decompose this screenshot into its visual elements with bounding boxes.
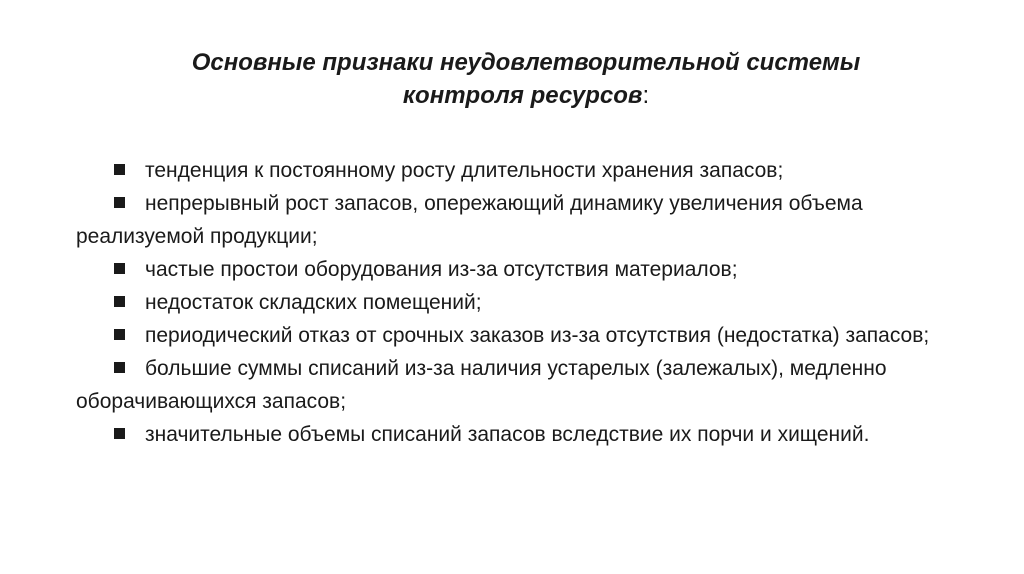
list-item — [76, 286, 956, 319]
square-bullet-icon — [114, 197, 125, 208]
list-item-text: периодический отказ от срочных заказов из-за отсутствия (недостатка) запасов; — [145, 324, 930, 347]
slide-title — [100, 46, 952, 112]
square-bullet-icon — [114, 164, 125, 175]
list-item-text: частые простои оборудования из-за отсутствия материалов; — [145, 258, 738, 281]
list-item — [76, 154, 956, 187]
list-item — [76, 352, 956, 418]
title-line-2 — [100, 79, 952, 112]
list-item — [76, 418, 956, 451]
square-bullet-icon — [114, 428, 125, 439]
square-bullet-icon — [114, 329, 125, 340]
list-item-text: большие суммы списаний из-за наличия устарелых (залежалых), медленно оборачивающихся запасов; — [76, 357, 887, 413]
title-colon: : — [642, 82, 650, 109]
list-item-text: недостаток складских помещений; — [145, 291, 482, 314]
list-item — [76, 319, 956, 352]
list-item-text: значительные объемы списаний запасов вследствие их порчи и хищений. — [145, 423, 870, 446]
title-line-1: Основные признаки неудовлетворительной системы — [191, 49, 861, 76]
list-item — [76, 187, 956, 253]
list-item — [76, 253, 956, 286]
list-item-text: тенденция к постоянному росту длительности хранения запасов; — [145, 159, 784, 182]
title-line-2-text: контроля ресурсов — [402, 82, 643, 109]
list-item-text: непрерывный рост запасов, опережающий динамику увеличения объема реализуемой продукции; — [76, 192, 863, 248]
square-bullet-icon — [114, 296, 125, 307]
square-bullet-icon — [114, 362, 125, 373]
criteria-list — [76, 154, 956, 451]
square-bullet-icon — [114, 263, 125, 274]
